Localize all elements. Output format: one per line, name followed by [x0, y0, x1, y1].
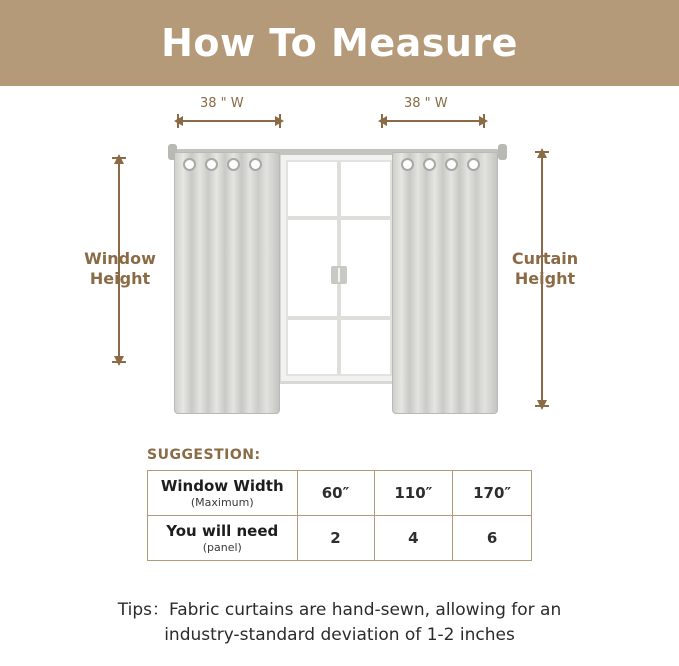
grommet-icon	[467, 158, 480, 171]
window-handle	[331, 266, 347, 284]
tips-line1: Fabric curtains are hand-sewn, allowing for an	[168, 600, 562, 620]
table-cell: 170″	[453, 471, 532, 516]
table-row-header	[148, 516, 298, 561]
table-row	[148, 516, 532, 561]
row-header-sub: (Maximum)	[190, 496, 254, 509]
window-height-label	[78, 249, 162, 289]
tips-text	[0, 598, 679, 648]
width-label-right: 38 " W	[404, 96, 448, 111]
width-arrow-left	[174, 114, 284, 128]
grommet-icon	[445, 158, 458, 171]
width-label-left: 38 " W	[200, 96, 244, 111]
curtain-panel-right	[392, 152, 498, 414]
grommet-icon	[205, 158, 218, 171]
table-row	[148, 471, 532, 516]
curtain-height-label-line2: Height	[514, 269, 576, 288]
curtain-panel-left	[174, 152, 280, 414]
suggestion-table	[147, 470, 532, 561]
row-header-main: You will need	[166, 522, 279, 540]
curtain-height-label	[500, 249, 590, 289]
window-height-label-line1: Window	[84, 249, 156, 268]
window-mullion-horizontal-top	[288, 216, 390, 220]
grommet-icon	[227, 158, 240, 171]
table-cell: 2	[297, 516, 374, 561]
width-arrow-right	[378, 114, 488, 128]
table-row-header	[148, 471, 298, 516]
window-mullion-horizontal-bottom	[288, 316, 390, 320]
table-cell: 60″	[297, 471, 374, 516]
grommet-icon	[423, 158, 436, 171]
row-header-main: Window Width	[160, 477, 284, 495]
measure-diagram	[0, 86, 679, 441]
window-height-label-line2: Height	[89, 269, 151, 288]
curtain-rod-finial-right	[498, 144, 507, 160]
grommet-icon	[401, 158, 414, 171]
table-cell: 6	[453, 516, 532, 561]
tips-line2: industry-standard deviation of 1-2 inches	[164, 625, 515, 645]
curtain-height-label-line1: Curtain	[511, 249, 579, 268]
tips-prefix: Tips：	[117, 600, 169, 620]
table-cell: 110″	[374, 471, 453, 516]
grommet-icon	[183, 158, 196, 171]
page-title: How To Measure	[161, 21, 518, 65]
grommet-icon	[249, 158, 262, 171]
suggestion-label: SUGGESTION:	[147, 447, 261, 463]
header-banner	[0, 0, 679, 86]
row-header-sub: (panel)	[202, 541, 242, 554]
table-cell: 4	[374, 516, 453, 561]
